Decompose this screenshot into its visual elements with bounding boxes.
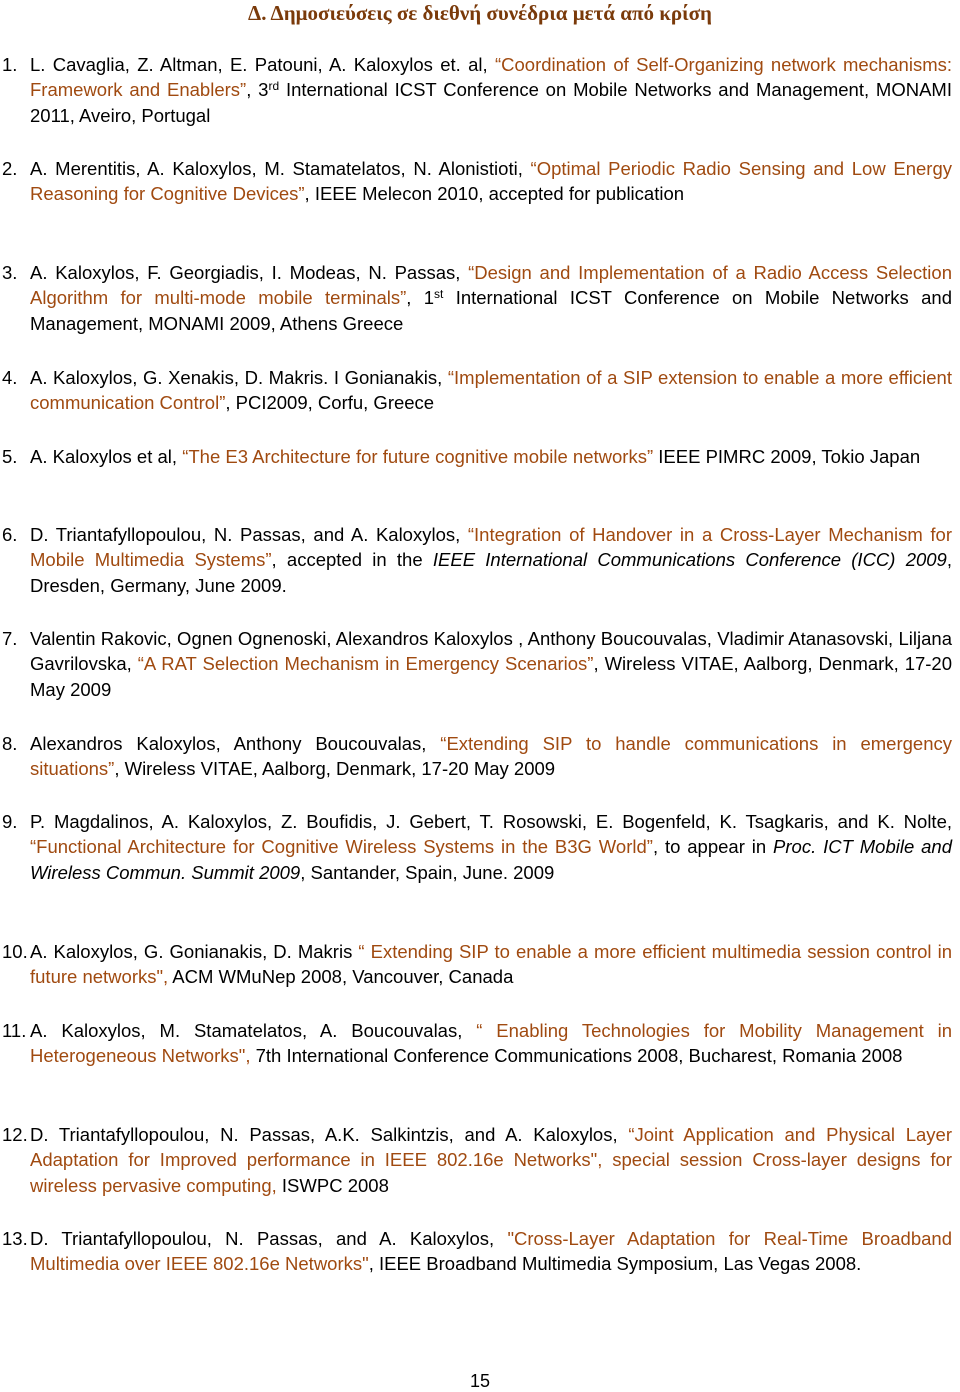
section-heading: Δ. Δημοσιεύσεις σε διεθνή συνέδρια μετά από κρίση: [248, 1, 712, 25]
reference-9: 9. P. Magdalinos, A. Kaloxylos, Z. Boufidis, J. Gebert, T. Rosowski, E. Bogenfeld, K. Tsagkaris, and K. Nolte, “Functional Architecture for Cognitive Wireless Systems in the B3G World”, to appear in Proc. ICT Mobile and Wireless Commun. Summit 2009, Santander, Spain, June. 2009: [2, 811, 953, 883]
paper-title: “Joint Application and Physical Layer Adaptation for Improved performance in IEEE 802.16e Networks", special session Cross-layer designs for wireless pervasive computing,: [30, 1124, 952, 1196]
reference-number: 5.: [2, 446, 18, 467]
reference-3: 3. A. Kaloxylos, F. Georgiadis, I. Modeas, N. Passas, “Design and Implementation of a Radio Access Selection Algorithm for multi-mode mobile terminals”, 1st International ICST Conference on Mobile Networks and Management, MONAMI 2009, Athens Greece: [2, 262, 952, 334]
reference-number: 4.: [2, 367, 18, 388]
reference-number: 13.: [2, 1228, 28, 1249]
reference-4: 4. A. Kaloxylos, G. Xenakis, D. Makris. I Gonianakis, “Implementation of a SIP extension to enable a more efficient communication Control”, PCI2009, Corfu, Greece: [2, 367, 952, 414]
reference-1: 1. L. Cavaglia, Z. Altman, E. Patouni, A. Kaloxylos et. al, “Coordination of Self-Organizing network mechanisms: Framework and Enablers”, 3rd International ICST Conference on Mobile Networks and Management, MONAMI 2011, Aveiro, Portugal: [2, 54, 953, 126]
paper-title: “Coordination of Self-Organizing network mechanisms: Framework and Enablers”: [30, 54, 953, 101]
reference-number: 10.: [2, 941, 28, 962]
paper-title: “Extending SIP to handle communications in emergency situations”: [30, 733, 952, 780]
paper-title: “The E3 Architecture for future cognitive mobile networks”: [182, 446, 654, 467]
paper-title: “ Extending SIP to enable a more efficient multimedia session control in future networks",: [30, 941, 952, 988]
paper-title: “Optimal Periodic Radio Sensing and Low Energy Reasoning for Cognitive Devices”: [30, 158, 952, 205]
paper-title: “Design and Implementation of a Radio Access Selection Algorithm for multi-mode mobile terminals”: [30, 262, 952, 309]
paper-title: “Functional Architecture for Cognitive Wireless Systems in the B3G World”: [30, 836, 653, 858]
paper-title: "Cross-Layer Adaptation for Real-Time Broadband Multimedia over IEEE 802.16e Networks": [30, 1228, 953, 1275]
reference-11: 11. A. Kaloxylos, M. Stamatelatos, A. Boucouvalas, “ Enabling Technologies for Mobility Management in Heterogeneous Networks", 7th International Conference Communications 2008, Bucharest, Romania 2008: [2, 1020, 952, 1067]
reference-12: 12. D. Triantafyllopoulou, N. Passas, A.K. Salkintzis, and A. Kaloxylos, “Joint Application and Physical Layer Adaptation for Improved performance in IEEE 802.16e Networks", special session Cross-layer designs for wireless pervasive computing, ISWPC 2008: [2, 1124, 952, 1196]
reference-7: 7. Valentin Rakovic, Ognen Ognenoski, Alexandros Kaloxylos , Anthony Boucouvalas, Vladimir Atanasovski, Liljana Gavrilovska, “A RAT Selection Mechanism in Emergency Scenarios”, Wireless VITAE, Aalborg, Denmark, 17-20 May 2009: [2, 628, 953, 700]
reference-number: 7.: [2, 628, 18, 649]
reference-number: 3.: [2, 262, 18, 283]
paper-title: “A RAT Selection Mechanism in Emergency Scenarios”: [137, 653, 594, 675]
reference-number: 2.: [2, 158, 18, 179]
reference-number: 8.: [2, 733, 18, 754]
paper-title: “Implementation of a SIP extension to enable a more efficient communication Control”: [30, 367, 952, 414]
reference-number: 1.: [2, 54, 18, 75]
reference-13: 13. D. Triantafyllopoulou, N. Passas, and A. Kaloxylos, "Cross-Layer Adaptation for Real-Time Broadband Multimedia over IEEE 802.16e Networks", IEEE Broadband Multimedia Symposium, Las Vegas 2008.: [2, 1228, 953, 1275]
reference-number: 6.: [2, 524, 18, 545]
reference-8: 8. Alexandros Kaloxylos, Anthony Boucouvalas, “Extending SIP to handle communications in emergency situations”, Wireless VITAE, Aalborg, Denmark, 17-20 May 2009: [2, 733, 952, 780]
reference-10: 10. A. Kaloxylos, G. Gonianakis, D. Makris “ Extending SIP to enable a more efficient multimedia session control in future networks", ACM WMuNep 2008, Vancouver, Canada: [2, 941, 952, 988]
reference-number: 12.: [2, 1124, 28, 1145]
reference-2: 2. A. Merentitis, A. Kaloxylos, M. Stamatelatos, N. Alonistioti, “Optimal Periodic Radio Sensing and Low Energy Reasoning for Cognitive Devices”, IEEE Melecon 2010, accepted for publication: [2, 158, 952, 205]
paper-title: “ Enabling Technologies for Mobility Management in Heterogeneous Networks",: [30, 1020, 952, 1067]
reference-6: 6. D. Triantafyllopoulou, N. Passas, and A. Kaloxylos, “Integration of Handover in a Cross-Layer Mechanism for Mobile Multimedia Systems”, accepted in the IEEE International Communications Conference (ICC) 2009, Dresden, Germany, June 2009.: [2, 524, 952, 596]
reference-number: 9.: [2, 811, 18, 832]
paper-title: “Integration of Handover in a Cross-Layer Mechanism for Mobile Multimedia Systems”: [30, 524, 952, 571]
page-number: 15: [469, 1371, 491, 1391]
reference-number: 11.: [2, 1020, 27, 1041]
reference-5: 5. A. Kaloxylos et al, “The E3 Architecture for future cognitive mobile networks” IEEE PIMRC 2009, Tokio Japan: [2, 444, 952, 469]
